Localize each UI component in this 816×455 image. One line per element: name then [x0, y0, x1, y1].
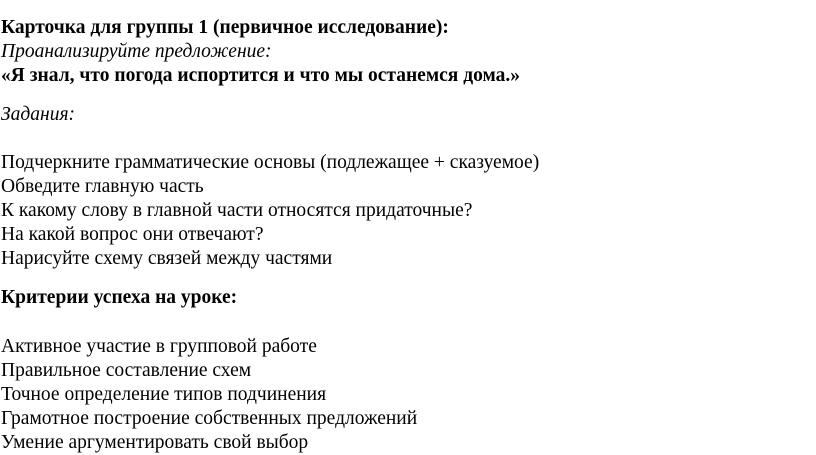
- card-title: Карточка для группы 1 (первичное исследование):: [1, 17, 449, 38]
- criteria-heading: Критерии успеха на уроке:: [1, 287, 238, 308]
- instruction-text: Проанализируйте предложение:: [1, 41, 272, 62]
- task-item: К какому слову в главной части относятся придаточные?: [1, 200, 473, 221]
- criteria-item: Правильное составление схем: [1, 360, 252, 381]
- criteria-item: Точное определение типов подчинения: [1, 384, 327, 405]
- sentence-text: «Я знал, что погода испортится и что мы останемся дома.»: [1, 65, 520, 86]
- tasks-heading: Задания:: [1, 104, 76, 125]
- task-item: Нарисуйте схему связей между частями: [1, 248, 333, 269]
- criteria-item: Умение аргументировать свой выбор: [1, 432, 309, 453]
- criteria-item: Активное участие в групповой работе: [1, 336, 317, 357]
- task-item: Обведите главную часть: [1, 176, 204, 197]
- task-item: На какой вопрос они отвечают?: [1, 224, 264, 245]
- criteria-item: Грамотное построение собственных предложений: [1, 408, 418, 429]
- task-item: Подчеркните грамматические основы (подлежащее + сказуемое): [1, 152, 540, 173]
